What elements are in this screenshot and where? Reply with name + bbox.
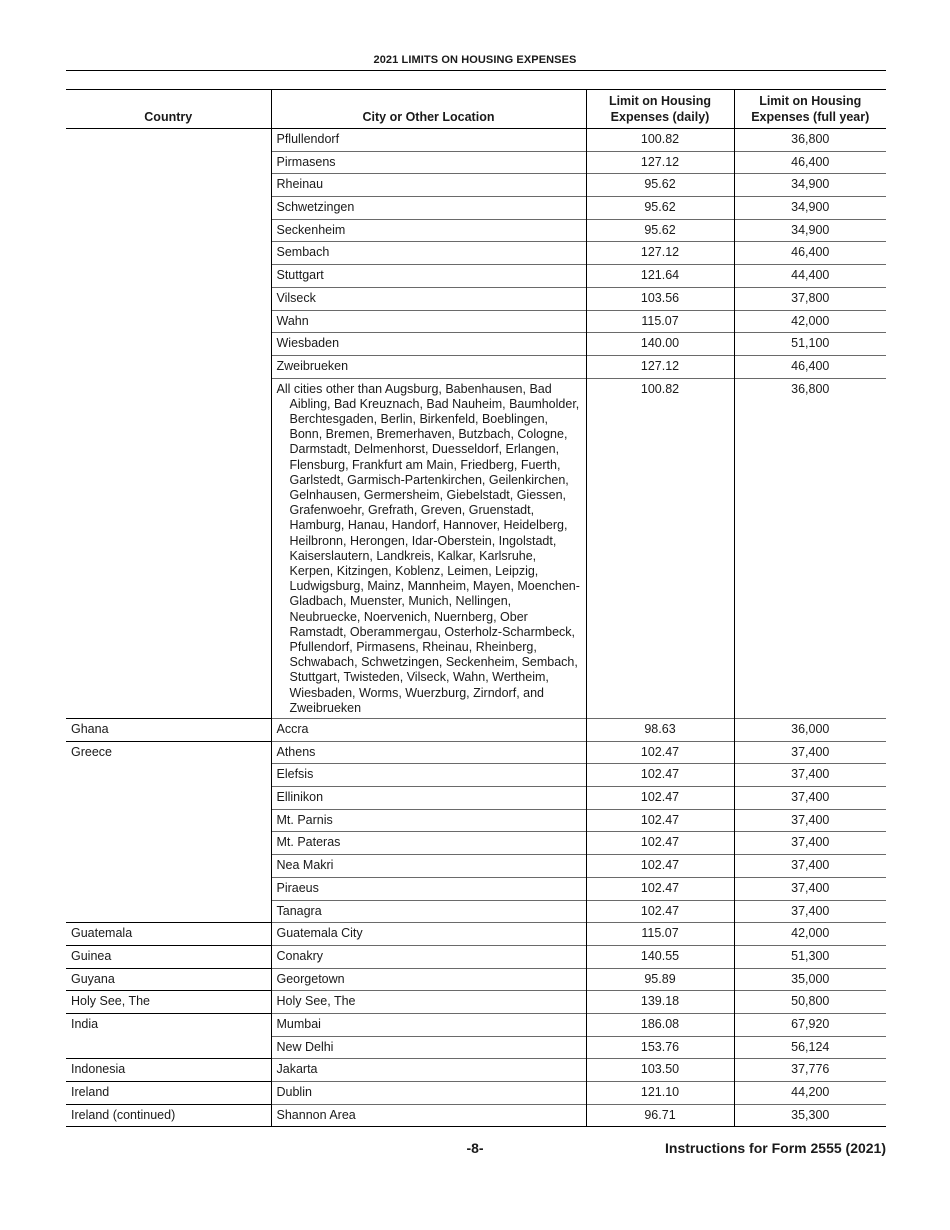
country-cell <box>66 378 271 718</box>
table-row <box>66 945 886 968</box>
title-rule <box>66 70 886 71</box>
full-year-limit-cell: 46,400 <box>734 242 886 265</box>
column-header-country: Country <box>66 90 271 129</box>
daily-limit-cell: 127.12 <box>586 355 734 378</box>
country-cell <box>66 151 271 174</box>
country-cell <box>66 265 271 288</box>
table-row <box>66 151 886 174</box>
full-year-limit-cell: 37,400 <box>734 764 886 787</box>
daily-limit-cell: 95.62 <box>586 219 734 242</box>
city-cell: Seckenheim <box>271 219 586 242</box>
full-year-limit-cell: 44,400 <box>734 265 886 288</box>
city-cell: Pflullendorf <box>271 129 586 152</box>
city-cell: Vilseck <box>271 287 586 310</box>
full-year-limit-cell: 51,100 <box>734 333 886 356</box>
full-year-limit-cell: 46,400 <box>734 355 886 378</box>
daily-limit-cell: 127.12 <box>586 242 734 265</box>
city-cell: Georgetown <box>271 968 586 991</box>
table-row <box>66 809 886 832</box>
city-cell <box>271 378 586 718</box>
country-cell <box>66 855 271 878</box>
table-row <box>66 378 886 718</box>
city-cell: Elefsis <box>271 764 586 787</box>
daily-limit-cell: 153.76 <box>586 1036 734 1059</box>
country-cell <box>66 310 271 333</box>
full-year-limit-cell: 36,800 <box>734 378 886 718</box>
table-row <box>66 968 886 991</box>
table-row <box>66 741 886 764</box>
country-cell: Guinea <box>66 945 271 968</box>
city-cell: Dublin <box>271 1082 586 1105</box>
table-row <box>66 1036 886 1059</box>
table-row <box>66 923 886 946</box>
full-year-limit-cell: 51,300 <box>734 945 886 968</box>
daily-limit-cell: 103.50 <box>586 1059 734 1082</box>
daily-limit-cell: 102.47 <box>586 764 734 787</box>
daily-limit-cell: 100.82 <box>586 129 734 152</box>
table-row <box>66 719 886 742</box>
full-year-limit-cell: 56,124 <box>734 1036 886 1059</box>
daily-limit-cell: 115.07 <box>586 310 734 333</box>
table-row <box>66 197 886 220</box>
table-row <box>66 1104 886 1127</box>
full-year-limit-cell: 46,400 <box>734 151 886 174</box>
table-row <box>66 1013 886 1036</box>
country-cell: Indonesia <box>66 1059 271 1082</box>
form-title: Instructions for Form 2555 (2021) <box>665 1140 886 1156</box>
daily-limit-cell: 102.47 <box>586 855 734 878</box>
cell-text: All cities other than Augsburg, Babenhausen, Bad Aibling, Bad Kreuznach, Bad Nauheim, Baumholder, Berchtesgaden, Berlin, Birkenfeld, Boeblingen, Bonn, Bremen, Bremerhaven, Butzbach, Cologne, Darmstadt, Delmenhorst, Duesseldorf, Erlangen, Flensburg, Frankfurt am Main, Friedberg, Fuerth, Garlstedt, Garmisch-Partenkirchen, Geilenkirchen, Gelnhausen, Germersheim, Giebelstadt, Giessen, Grafenwoehr, Grefrath, Greven, Gruenstadt, Hamburg, Hanau, Handorf, Hannover, Heidelberg, Heilbronn, Herongen, Idar-Oberstein, Ingolstadt, Kaiserslautern, Landkreis, Kalkar, Karlsruhe, Kerpen, Kitzingen, Koblenz, Leimen, Leipzig, Ludwigsburg, Mainz, Mannheim, Mayen, Moenchen-Gladbach, Muenster, Munich, Nellingen, Neubruecke, Noervenich, Nuernberg, Ober Ramstadt, Oberammergau, Osterholz-Scharmbeck, Pfullendorf, Pirmasens, Rheinau, Rheinberg, Schwabach, Schwetzingen, Seckenheim, Sembach, Stuttgart, Twisteden, Vilseck, Wahn, Wertheim, Wiesbaden, Worms, Wuerzburg, Zirndorf, and Zweibrueken <box>276 381 580 715</box>
country-cell: Holy See, The <box>66 991 271 1014</box>
daily-limit-cell: 102.47 <box>586 787 734 810</box>
country-cell <box>66 809 271 832</box>
daily-limit-cell: 140.55 <box>586 945 734 968</box>
daily-limit-cell: 95.62 <box>586 197 734 220</box>
country-cell <box>66 287 271 310</box>
city-cell: Wahn <box>271 310 586 333</box>
table-row <box>66 265 886 288</box>
table-row <box>66 333 886 356</box>
country-cell: Ireland (continued) <box>66 1104 271 1127</box>
table-row <box>66 991 886 1014</box>
housing-limits-table <box>66 89 886 1127</box>
full-year-limit-cell: 37,400 <box>734 741 886 764</box>
full-year-limit-cell: 42,000 <box>734 310 886 333</box>
page-title: 2021 LIMITS ON HOUSING EXPENSES <box>373 54 577 66</box>
city-cell: Nea Makri <box>271 855 586 878</box>
full-year-limit-cell: 34,900 <box>734 219 886 242</box>
daily-limit-cell: 95.89 <box>586 968 734 991</box>
full-year-limit-cell: 37,800 <box>734 287 886 310</box>
city-cell: Mt. Parnis <box>271 809 586 832</box>
full-year-limit-cell: 44,200 <box>734 1082 886 1105</box>
full-year-limit-cell: 42,000 <box>734 923 886 946</box>
city-cell: Guatemala City <box>271 923 586 946</box>
table-row <box>66 832 886 855</box>
city-cell: Sembach <box>271 242 586 265</box>
full-year-limit-cell: 37,400 <box>734 832 886 855</box>
city-cell: Schwetzingen <box>271 197 586 220</box>
table-header-row <box>66 90 886 129</box>
table-row <box>66 129 886 152</box>
country-cell: Ireland <box>66 1082 271 1105</box>
table-row <box>66 900 886 923</box>
country-cell: India <box>66 1013 271 1036</box>
table-row <box>66 877 886 900</box>
table-row <box>66 174 886 197</box>
country-cell: Greece <box>66 741 271 764</box>
full-year-limit-cell: 37,400 <box>734 809 886 832</box>
full-year-limit-cell: 36,800 <box>734 129 886 152</box>
page-number: -8- <box>466 1140 484 1156</box>
full-year-limit-cell: 34,900 <box>734 174 886 197</box>
city-cell: Accra <box>271 719 586 742</box>
full-year-limit-cell: 34,900 <box>734 197 886 220</box>
table-row <box>66 855 886 878</box>
daily-limit-cell: 103.56 <box>586 287 734 310</box>
country-cell: Guatemala <box>66 923 271 946</box>
city-cell: Rheinau <box>271 174 586 197</box>
daily-limit-cell: 95.62 <box>586 174 734 197</box>
country-cell <box>66 219 271 242</box>
table-row <box>66 355 886 378</box>
daily-limit-cell: 102.47 <box>586 832 734 855</box>
city-cell: Stuttgart <box>271 265 586 288</box>
full-year-limit-cell: 37,400 <box>734 855 886 878</box>
table-row <box>66 787 886 810</box>
country-cell <box>66 129 271 152</box>
city-cell: Tanagra <box>271 900 586 923</box>
city-cell: Jakarta <box>271 1059 586 1082</box>
table-row <box>66 242 886 265</box>
daily-limit-cell: 121.10 <box>586 1082 734 1105</box>
full-year-limit-cell: 37,776 <box>734 1059 886 1082</box>
city-cell: Zweibrueken <box>271 355 586 378</box>
daily-limit-cell: 96.71 <box>586 1104 734 1127</box>
daily-limit-cell: 115.07 <box>586 923 734 946</box>
daily-limit-cell: 102.47 <box>586 809 734 832</box>
full-year-limit-cell: 50,800 <box>734 991 886 1014</box>
daily-limit-cell: 102.47 <box>586 877 734 900</box>
country-cell <box>66 333 271 356</box>
daily-limit-cell: 100.82 <box>586 378 734 718</box>
daily-limit-cell: 139.18 <box>586 991 734 1014</box>
table-row <box>66 219 886 242</box>
daily-limit-cell: 140.00 <box>586 333 734 356</box>
column-header-full-year-limit: Limit on Housing Expenses (full year) <box>734 90 886 129</box>
daily-limit-cell: 121.64 <box>586 265 734 288</box>
country-cell <box>66 197 271 220</box>
country-cell <box>66 174 271 197</box>
full-year-limit-cell: 37,400 <box>734 900 886 923</box>
full-year-limit-cell: 37,400 <box>734 787 886 810</box>
full-year-limit-cell: 36,000 <box>734 719 886 742</box>
country-cell <box>66 877 271 900</box>
daily-limit-cell: 186.08 <box>586 1013 734 1036</box>
daily-limit-cell: 127.12 <box>586 151 734 174</box>
country-cell <box>66 1036 271 1059</box>
full-year-limit-cell: 67,920 <box>734 1013 886 1036</box>
city-cell: Piraeus <box>271 877 586 900</box>
city-cell: Ellinikon <box>271 787 586 810</box>
table-row <box>66 764 886 787</box>
daily-limit-cell: 102.47 <box>586 900 734 923</box>
column-header-city: City or Other Location <box>271 90 586 129</box>
country-cell: Ghana <box>66 719 271 742</box>
city-cell: Mumbai <box>271 1013 586 1036</box>
country-cell <box>66 355 271 378</box>
country-cell <box>66 832 271 855</box>
table-row <box>66 1059 886 1082</box>
table-row <box>66 287 886 310</box>
city-cell: Mt. Pateras <box>271 832 586 855</box>
city-cell: Pirmasens <box>271 151 586 174</box>
full-year-limit-cell: 37,400 <box>734 877 886 900</box>
country-cell: Guyana <box>66 968 271 991</box>
city-cell: Wiesbaden <box>271 333 586 356</box>
full-year-limit-cell: 35,000 <box>734 968 886 991</box>
table-row <box>66 310 886 333</box>
column-header-daily-limit: Limit on Housing Expenses (daily) <box>586 90 734 129</box>
city-cell: Shannon Area <box>271 1104 586 1127</box>
country-cell <box>66 787 271 810</box>
table-row <box>66 1082 886 1105</box>
full-year-limit-cell: 35,300 <box>734 1104 886 1127</box>
city-cell: New Delhi <box>271 1036 586 1059</box>
country-cell <box>66 242 271 265</box>
country-cell <box>66 764 271 787</box>
daily-limit-cell: 98.63 <box>586 719 734 742</box>
city-cell: Holy See, The <box>271 991 586 1014</box>
city-cell: Athens <box>271 741 586 764</box>
city-cell: Conakry <box>271 945 586 968</box>
daily-limit-cell: 102.47 <box>586 741 734 764</box>
country-cell <box>66 900 271 923</box>
